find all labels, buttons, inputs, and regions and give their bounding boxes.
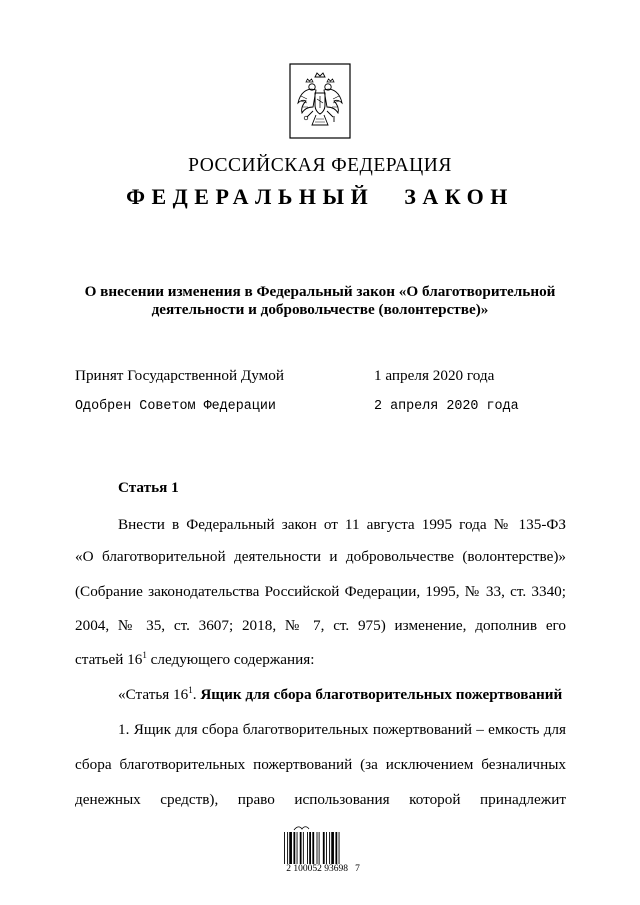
document-type: ФЕДЕРАЛЬНЫЙ ЗАКОН [126,184,514,209]
barcode-bar [297,832,298,864]
barcode-bar [319,832,320,864]
text-span: «Статья 16 [118,686,189,703]
paragraph-line: Внести в Федеральный закон от 11 августа 1995 года № 135-ФЗ [118,516,566,533]
council-label: Одобрен Советом Федерации [75,399,276,414]
barcode-bar [287,832,288,864]
duma-label: Принят Государственной Думой [75,367,284,384]
barcode-bar [339,832,340,864]
barcode-bar [309,832,311,864]
superscript: 1 [188,685,193,695]
barcode-bar [293,832,295,864]
barcode-bar [307,832,308,864]
barcode-bar [303,832,304,864]
barcode-bar [300,832,302,864]
barcode-number: 2 100052 93698 7 [286,864,360,874]
superscript: 1 [142,650,147,660]
law-title [70,283,570,319]
paragraph-line: «О благотворительной деятельности и добровольчестве (волонтерстве)» [75,548,566,565]
council-date: 2 апреля 2020 года [374,399,519,414]
duma-date: 1 апреля 2020 года [374,367,495,384]
barcode-mark [294,827,309,830]
paragraph-line [75,651,314,669]
paragraph-line: 2004, № 35, ст. 3607; 2018, № 7, ст. 975) изменение, дополнив его [75,617,566,634]
text-span: статьей 16 [75,651,143,668]
barcode-bar [326,832,327,864]
law-title-line-2: деятельности и добровольчестве (волонтерстве)» [151,301,489,318]
paragraph-line: 1. Ящик для сбора благотворительных пожертвований – емкость для [118,721,566,738]
text-span: следующего содержания: [146,651,315,668]
barcode-bar [323,832,325,864]
barcode-bar [284,832,285,864]
barcode-bar [329,832,330,864]
paragraph-line: (Собрание законодательства Российской Федерации, 1995, № 33, ст. 3340; [75,583,566,600]
state-emblem [289,63,351,139]
barcode-bar [317,832,318,864]
barcode-bar [289,832,292,864]
new-article-title: Ящик для сбора благотворительных пожертвований [200,686,563,703]
paragraph-line: денежных средств), право использования которой принадлежит [75,791,566,808]
new-article-heading [118,686,562,704]
barcode-bar [335,832,337,864]
barcode-bar [331,832,334,864]
country-name: РОССИЙСКАЯ ФЕДЕРАЦИЯ [188,155,452,176]
barcode-bar [312,832,314,864]
article-heading: Статья 1 [118,479,179,496]
paragraph-line: сбора благотворительных пожертвований (за исключением безналичных [75,756,566,773]
text-span: . [192,686,201,703]
law-title-line-1: О внесении изменения в Федеральный закон «О благотворительной [84,283,556,300]
